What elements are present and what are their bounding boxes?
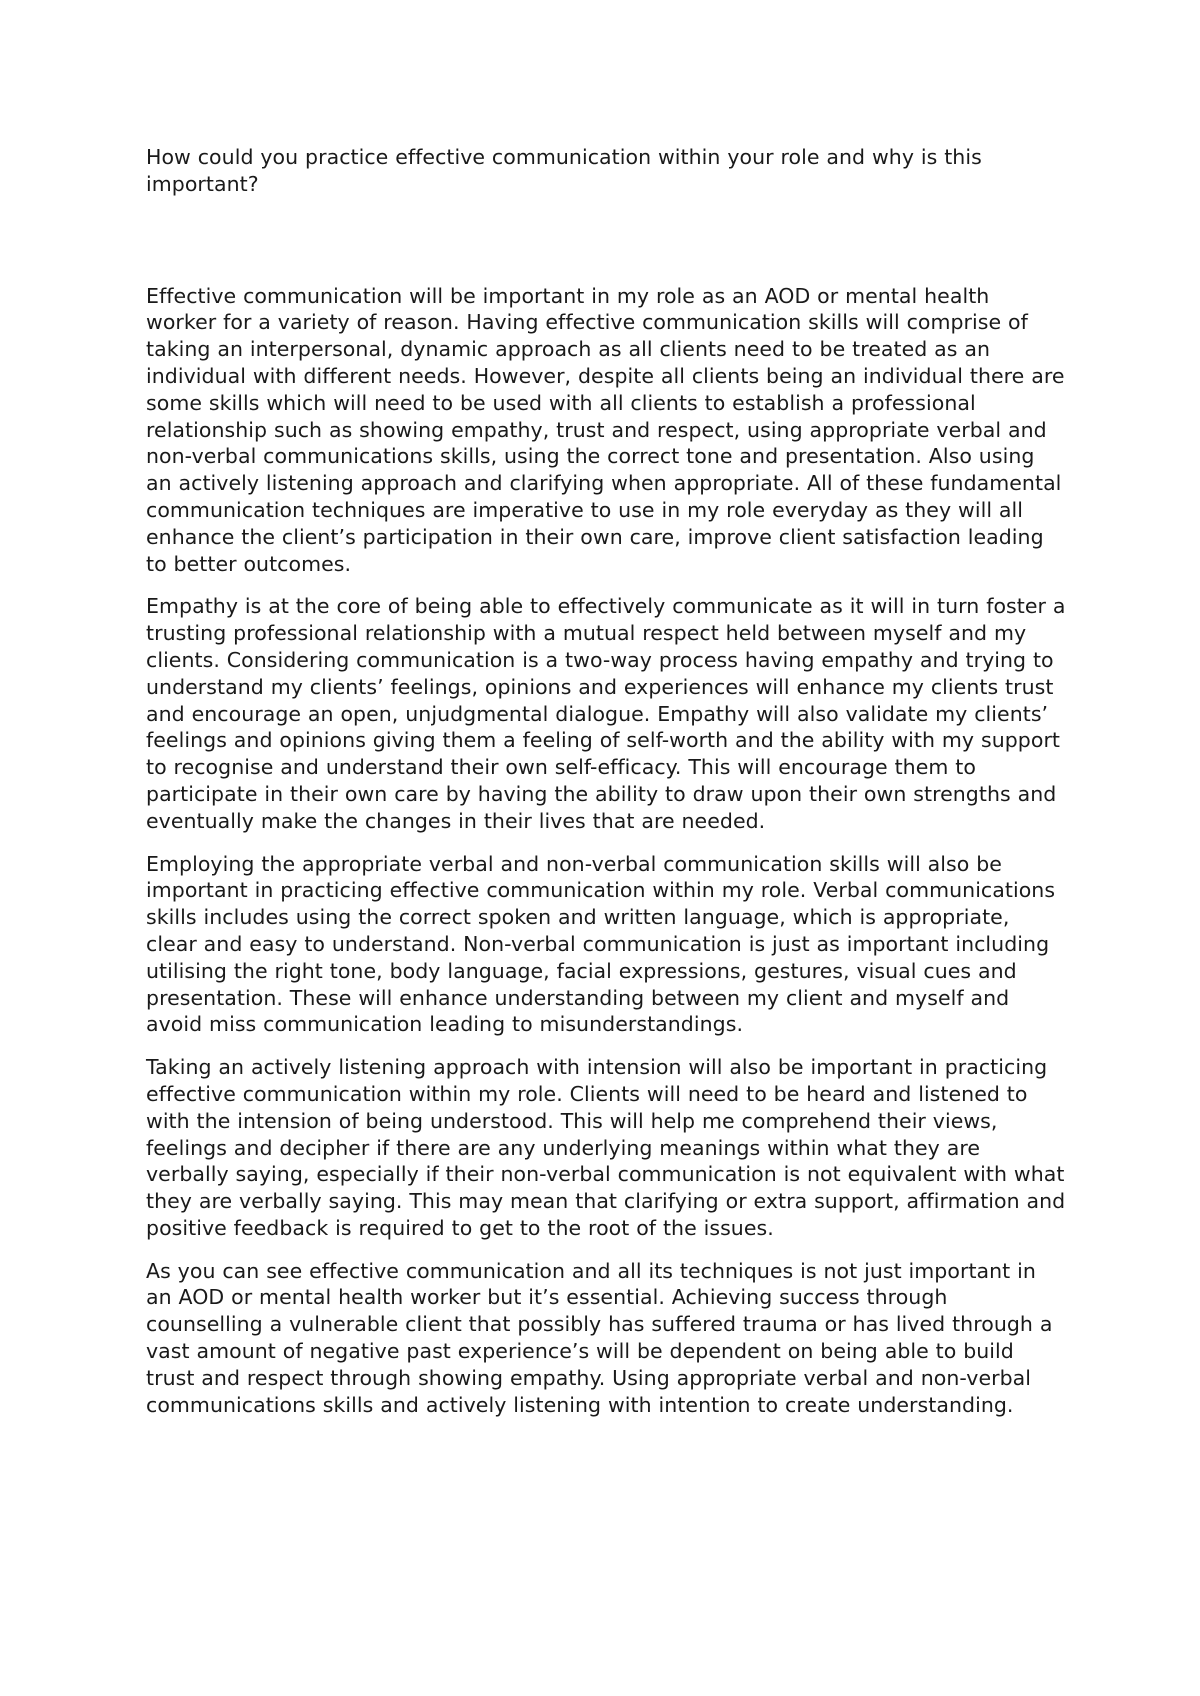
paragraph-verbal-nonverbal: Employing the appropriate verbal and non-verbal communication skills will also be important in practicing effective communication within my role. Verbal communications skills includes using the correct spoken and written language, which is appropriate, clear and easy to understand. Non-verbal communication is just as important including utilising the right tone, body language, facial expressions, gestures, visual cues and presentation. These will enhance understanding between my client and myself and avoid miss communication leading to misunderstandings. [146, 851, 1056, 1037]
document-body [146, 144, 1066, 1434]
question-heading: How could you practice effective communication within your role and why is this important? [146, 145, 982, 196]
paragraph-introduction: Effective communication will be important in my role as an AOD or mental health worker for a variety of reason. Having effective communication skills will comprise of taking an interpersonal, dynamic approach as all clients need to be treated as an individual with different needs. However, despite all clients being an individual there are some skills which will need to be used with all clients to establish a professional relationship such as showing empathy, trust and respect, using appropriate verbal and non-verbal communications skills, using the correct tone and presentation. Also using an actively listening approach and clarifying when appropriate. All of these fundamental communication techniques are imperative to use in my role everyday as they will all enhance the client’s participation in their own care, improve client satisfaction leading to better outcomes. [146, 283, 1065, 576]
paragraph-active-listening: Taking an actively listening approach with intension will also be important in practicing effective communication within my role. Clients will need to be heard and listened to with the intension of being understood. This will help me comprehend their views, feelings and decipher if there are any underlying meanings within what they are verbally saying, especially if their non-verbal communication is not equivalent with what they are verbally saying. This may mean that clarifying or extra support, affirmation and positive feedback is required to get to the root of the issues. [146, 1055, 1066, 1240]
answer-section [146, 283, 1066, 1419]
paragraph-conclusion: As you can see effective communication and all its techniques is not just important in an AOD or mental health worker but it’s essential. Achieving success through counselling a vulnerable client that possibly has suffered trauma or has lived through a vast amount of negative past experience’s will be dependent on being able to build trust and respect through showing empathy. Using appropriate verbal and non-verbal communications skills and actively listening with intention to create understanding. [146, 1258, 1053, 1417]
paragraph-empathy: Empathy is at the core of being able to effectively communicate as it will in turn foster a trusting professional relationship with a mutual respect held between myself and my clients. Considering communication is a two-way process having empathy and trying to understand my clients’ feelings, opinions and experiences will enhance my clients trust and encourage an open, unjudgmental dialogue. Empathy will also validate my clients’ feelings and opinions giving them a feeling of self-worth and the ability with my support to recognise and understand their own self-efficacy. This will encourage them to participate in their own care by having the ability to draw upon their own strengths and eventually make the changes in their lives that are needed. [146, 594, 1066, 833]
